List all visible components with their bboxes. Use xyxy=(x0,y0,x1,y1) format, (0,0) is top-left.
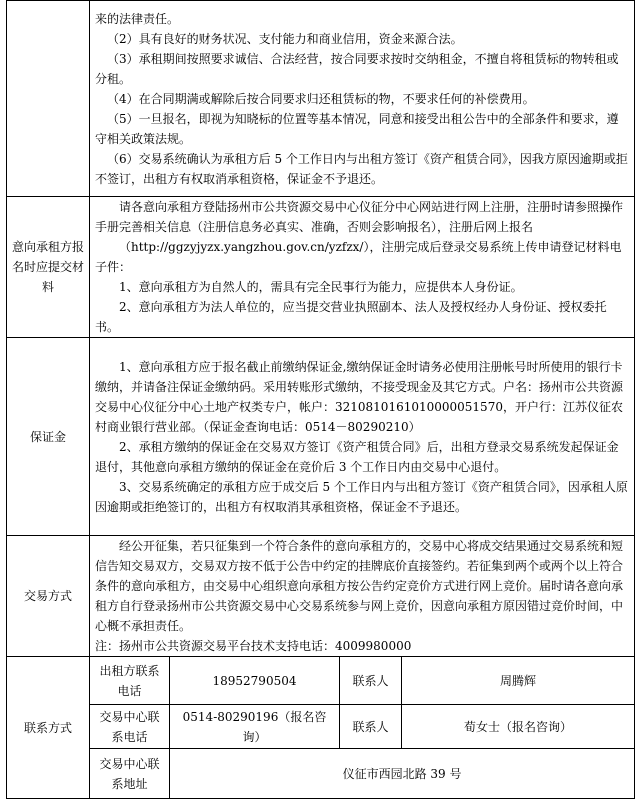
deposit-content xyxy=(90,338,635,536)
conditions-paragraph: （4）在合同期满或解除后按合同要求归还租赁标的物，不要求任何的补偿费用。 xyxy=(107,91,535,106)
trading-content xyxy=(90,536,635,657)
center-phone: 0514-80290196（报名咨询） xyxy=(170,705,340,749)
registration-label: 意向承租方报名时应提交材料 xyxy=(7,197,90,338)
registration-content xyxy=(90,197,635,338)
contact-row-lessor xyxy=(7,657,635,705)
conditions-paragraph: 来的法律责任。 xyxy=(95,11,180,26)
lessor-contact-key: 联系人 xyxy=(340,657,402,705)
deposit-paragraph: 1、意向承租方应于报名截止前缴纳保证金,缴纳保证金时请务必使用注册帐号时所使用的银行卡缴纳，并请备注保证金缴纳码。采用转账形式缴纳，不接受现金及其它方式。户名：扬州市公共资源交易中心仪征分中心土地产权类专户，帐户：3210810161010000051570，开户行：江苏仪征农村商业银行营业部。（保证金查询电话：0514－80290210） xyxy=(95,359,624,434)
center-address: 仪征市西园北路 39 号 xyxy=(170,749,635,799)
contact-row-address xyxy=(7,749,635,799)
conditions-paragraph: （6）交易系统确认为承租方后 5 个工作日内与出租方签订《资产租赁合同》，因我方原因逾期或拒不签订，出租方有权取消承租资格，保证金不予退还。 xyxy=(95,151,628,186)
deposit-row xyxy=(7,338,635,536)
conditions-row xyxy=(7,1,635,197)
contact-label: 联系方式 xyxy=(7,657,90,799)
trading-label: 交易方式 xyxy=(7,536,90,657)
conditions-paragraph: （5）一旦报名，即视为知晓标的位置等基本情况，同意和接受出租公告中的全部条件和要求，遵守相关政策法规。 xyxy=(95,111,619,146)
deposit-label: 保证金 xyxy=(7,338,90,536)
lessor-phone-key: 出租方联系电话 xyxy=(90,657,170,705)
trading-note: 注：扬州市公共资源交易平台技术支持电话：4009980000 xyxy=(95,639,412,653)
registration-paragraph: 请各意向承租方登陆扬州市公共资源交易中心仪征分中心网站进行网上注册，注册时请参照操作手册完善相关信息（注册信息务必真实、准确，否则会影响报名），注册后网上报名 xyxy=(95,200,624,234)
registration-link[interactable]: （http://ggzyjyzx.yangzhou.gov.cn/yzfzx/），注册完成后登录交易系统上传申请登记材料电子件： xyxy=(95,240,622,274)
conditions-paragraph: （2）具有良好的财务状况、支付能力和商业信用，资金来源合法。 xyxy=(107,31,463,46)
registration-paragraph: 1、意向承租方为自然人的，需具有完全民事行为能力，应提供本人身份证。 xyxy=(119,280,523,294)
center-phone-key: 交易中心联系电话 xyxy=(90,705,170,749)
contact-row-center xyxy=(7,705,635,749)
registration-row xyxy=(7,197,635,338)
lessor-phone: 18952790504 xyxy=(170,657,340,705)
center-contact-person: 荀女士（报名咨询） xyxy=(402,705,635,749)
trading-paragraph: 经公开征集，若只征集到一个符合条件的意向承租方的，交易中心将成交结果通过交易系统和短信告知交易双方，交易双方按不低于公告中约定的挂牌底价直接签约。若征集到两个或两个以上符合条件的意向承租方，由交易中心组织意向承租方按公告约定竞价方式进行网上竞价。届时请各意向承租方自行登录扬州市公共资源交易中心交易系统参与网上竞价，因意向承租方原因错过竞价时间，中心概不承担责任。 xyxy=(95,539,624,633)
deposit-paragraph: 3、交易系统确定的承租方应于成交后 5 个工作日内与出租方签订《资产租赁合同》，因承租人原因逾期或拒绝签订的，出租方有权取消其承租资格，保证金不予退还。 xyxy=(95,479,628,514)
deposit-paragraph: 2、承租方缴纳的保证金在交易双方签订《资产租赁合同》后，出租方登录交易系统发起保证金退付，其他意向承租方缴纳的保证金在竞价后 3 个工作日内由交易中心退付。 xyxy=(95,439,619,474)
conditions-content xyxy=(90,1,635,197)
lease-notice-table xyxy=(6,0,635,799)
conditions-paragraph: （3）承租期间按照要求诚信、合法经营，按合同要求按时交纳租金，不擅自将租赁标的物转租或分租。 xyxy=(95,51,619,86)
registration-paragraph: 2、意向承租方为法人单位的，应当提交营业执照副本、法人及授权经办人身份证、授权委托书。 xyxy=(95,300,607,334)
lessor-contact-person: 周腾辉 xyxy=(402,657,635,705)
center-contact-key: 联系人 xyxy=(340,705,402,749)
center-address-key: 交易中心联系地址 xyxy=(90,749,170,799)
trading-row xyxy=(7,536,635,657)
conditions-label xyxy=(7,1,90,197)
